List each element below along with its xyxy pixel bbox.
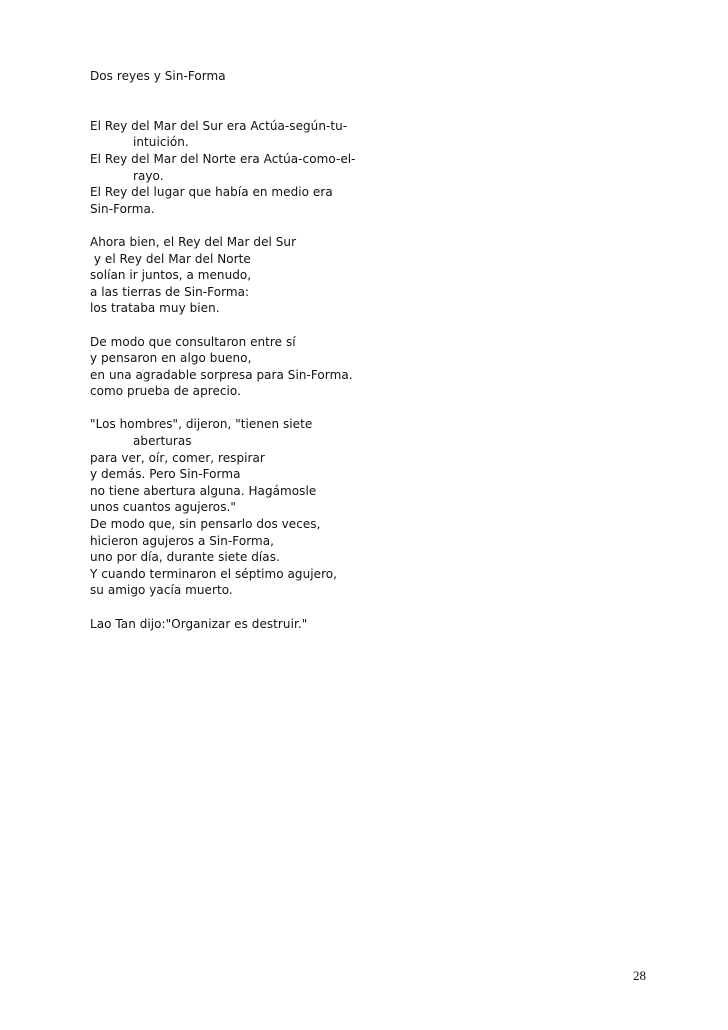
verse-line: Sin-Forma. — [90, 201, 155, 216]
stanza-3 — [90, 334, 420, 400]
closing-quote-line: Lao Tan dijo:"Organizar es destruir." — [90, 616, 308, 631]
verse-line: uno por día, durante siete días. — [90, 550, 280, 565]
page-number: 28 — [633, 968, 646, 983]
verse-line: El Rey del Mar del Norte era Actúa-como-el- — [90, 151, 356, 166]
verse-line-continuation: rayo. — [133, 168, 164, 183]
verse-line: y demás. Pero Sin-Forma — [90, 467, 241, 482]
blank-line — [90, 85, 420, 102]
verse-line: y el Rey del Mar del Norte — [90, 251, 251, 266]
stanza-1 — [90, 118, 420, 218]
verse-line: De modo que, sin pensarlo dos veces, — [90, 517, 321, 532]
document-title: Dos reyes y Sin-Forma — [90, 69, 226, 83]
verse-line: Y cuando terminaron el séptimo agujero, — [90, 566, 338, 581]
blank-line — [90, 599, 420, 616]
verse-line: en una agradable sorpresa para Sin-Forma. — [90, 367, 353, 382]
verse-line: su amigo yacía muerto. — [90, 583, 233, 598]
stanza-4 — [90, 416, 420, 599]
verse-line: a las tierras de Sin-Forma: — [90, 284, 250, 299]
blank-line — [90, 400, 420, 417]
blank-line — [90, 317, 420, 334]
verse-line: De modo que consultaron entre sí — [90, 334, 296, 349]
document-body — [90, 68, 420, 632]
verse-line: no tiene abertura alguna. Hagámosle — [90, 483, 317, 498]
blank-line — [90, 217, 420, 234]
stanza-5 — [90, 616, 420, 633]
verse-line-continuation: intuición. — [133, 135, 189, 150]
verse-line: solían ir juntos, a menudo, — [90, 268, 252, 283]
verse-line-continuation: aberturas — [133, 434, 192, 449]
stanza-2 — [90, 234, 420, 317]
verse-line: El Rey del lugar que había en medio era — [90, 185, 333, 200]
verse-line: como prueba de aprecio. — [90, 384, 241, 399]
verse-line: los trataba muy bien. — [90, 301, 220, 316]
verse-line: Ahora bien, el Rey del Mar del Sur — [90, 234, 297, 249]
verse-line: y pensaron en algo bueno, — [90, 351, 252, 366]
verse-line: "Los hombres", dijeron, "tienen siete — [90, 417, 313, 432]
blank-line — [90, 101, 420, 118]
verse-line: El Rey del Mar del Sur era Actúa-según-tu- — [90, 118, 348, 133]
verse-line: unos cuantos agujeros." — [90, 500, 236, 515]
verse-line: hicieron agujeros a Sin-Forma, — [90, 533, 275, 548]
verse-line: para ver, oír, comer, respirar — [90, 450, 265, 465]
